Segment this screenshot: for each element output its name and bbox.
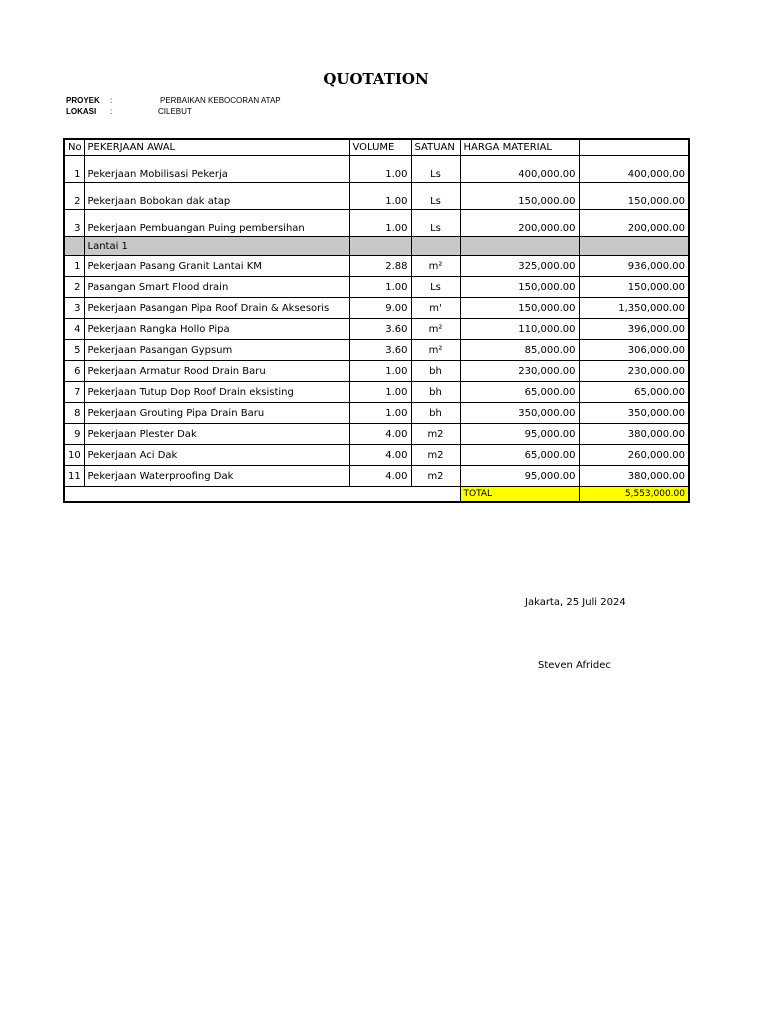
cell-harga: 110,000.00	[460, 319, 579, 340]
cell-no: 8	[64, 403, 84, 424]
lokasi-line	[66, 106, 192, 117]
cell-volume: 1.00	[349, 156, 411, 183]
table-row	[64, 361, 689, 382]
cell-desc: Pekerjaan Pasang Granit Lantai KM	[84, 256, 349, 277]
cell-jumlah: 230,000.00	[579, 361, 689, 382]
cell-harga: 150,000.00	[460, 277, 579, 298]
cell-jumlah: 400,000.00	[579, 156, 689, 183]
table-row	[64, 298, 689, 319]
total-row	[64, 487, 689, 503]
cell-no: 2	[64, 183, 84, 210]
lokasi-value: CILEBUT	[158, 107, 192, 116]
section-empty-cell	[579, 237, 689, 256]
cell-no: 7	[64, 382, 84, 403]
proyek-colon: :	[110, 96, 113, 105]
lokasi-label: LOKASI	[66, 107, 97, 116]
table-row	[64, 256, 689, 277]
place-date: Jakarta, 25 Juli 2024	[525, 597, 626, 608]
cell-satuan: Ls	[411, 183, 460, 210]
cell-jumlah: 306,000.00	[579, 340, 689, 361]
cell-desc: Pekerjaan Grouting Pipa Drain Baru	[84, 403, 349, 424]
cell-satuan: m²	[411, 256, 460, 277]
cell-jumlah: 150,000.00	[579, 277, 689, 298]
section-no-cell	[64, 237, 84, 256]
cell-harga: 325,000.00	[460, 256, 579, 277]
cell-no: 1	[64, 156, 84, 183]
table-row	[64, 382, 689, 403]
table-header-row	[64, 139, 689, 156]
header-no: No	[64, 139, 84, 156]
cell-satuan: m²	[411, 340, 460, 361]
table-row	[64, 156, 689, 183]
cell-desc: Pasangan Smart Flood drain	[84, 277, 349, 298]
header-jumlah	[579, 139, 689, 156]
table-row	[64, 424, 689, 445]
cell-satuan: bh	[411, 361, 460, 382]
cell-jumlah: 65,000.00	[579, 382, 689, 403]
total-spacer-cell	[64, 487, 460, 503]
cell-volume: 9.00	[349, 298, 411, 319]
cell-volume: 3.60	[349, 340, 411, 361]
header-volume: VOLUME	[349, 139, 411, 156]
table-row	[64, 277, 689, 298]
cell-jumlah: 350,000.00	[579, 403, 689, 424]
cell-desc: Pekerjaan Pasangan Pipa Roof Drain & Aksesoris	[84, 298, 349, 319]
cell-desc: Pekerjaan Tutup Dop Roof Drain eksisting	[84, 382, 349, 403]
table-row	[64, 466, 689, 487]
cell-no: 10	[64, 445, 84, 466]
signer-name: Steven Afridec	[538, 660, 611, 671]
cell-jumlah: 260,000.00	[579, 445, 689, 466]
cell-no: 5	[64, 340, 84, 361]
cell-harga: 200,000.00	[460, 210, 579, 237]
quotation-table	[63, 138, 690, 503]
cell-harga: 65,000.00	[460, 445, 579, 466]
cell-no: 2	[64, 277, 84, 298]
cell-no: 9	[64, 424, 84, 445]
cell-harga: 95,000.00	[460, 466, 579, 487]
cell-harga: 230,000.00	[460, 361, 579, 382]
cell-satuan: m2	[411, 424, 460, 445]
cell-jumlah: 936,000.00	[579, 256, 689, 277]
cell-satuan: bh	[411, 382, 460, 403]
cell-volume: 4.00	[349, 445, 411, 466]
cell-jumlah: 380,000.00	[579, 424, 689, 445]
cell-desc: Pekerjaan Pembuangan Puing pembersihan	[84, 210, 349, 237]
table-row	[64, 210, 689, 237]
cell-desc: Pekerjaan Rangka Hollo Pipa	[84, 319, 349, 340]
cell-volume: 1.00	[349, 361, 411, 382]
cell-volume: 1.00	[349, 382, 411, 403]
cell-volume: 4.00	[349, 424, 411, 445]
cell-no: 3	[64, 210, 84, 237]
cell-satuan: Ls	[411, 156, 460, 183]
cell-harga: 150,000.00	[460, 183, 579, 210]
cell-jumlah: 200,000.00	[579, 210, 689, 237]
cell-desc: Pekerjaan Armatur Rood Drain Baru	[84, 361, 349, 382]
header-harga-material: HARGA MATERIAL	[460, 139, 579, 156]
cell-volume: 1.00	[349, 277, 411, 298]
cell-no: 6	[64, 361, 84, 382]
section-empty-cell	[411, 237, 460, 256]
cell-desc: Pekerjaan Waterproofing Dak	[84, 466, 349, 487]
cell-harga: 95,000.00	[460, 424, 579, 445]
table-row	[64, 445, 689, 466]
cell-satuan: m2	[411, 445, 460, 466]
proyek-value: PERBAIKAN KEBOCORAN ATAP	[160, 96, 281, 105]
proyek-line	[66, 95, 281, 106]
cell-harga: 150,000.00	[460, 298, 579, 319]
section-empty-cell	[349, 237, 411, 256]
cell-jumlah: 1,350,000.00	[579, 298, 689, 319]
section-row-lantai-1	[64, 237, 689, 256]
document-title: QUOTATION	[323, 70, 429, 88]
cell-harga: 350,000.00	[460, 403, 579, 424]
cell-harga: 65,000.00	[460, 382, 579, 403]
cell-volume: 2.88	[349, 256, 411, 277]
cell-no: 3	[64, 298, 84, 319]
table-row	[64, 183, 689, 210]
cell-volume: 1.00	[349, 210, 411, 237]
cell-desc: Pekerjaan Plester Dak	[84, 424, 349, 445]
cell-volume: 3.60	[349, 319, 411, 340]
cell-no: 1	[64, 256, 84, 277]
section-empty-cell	[460, 237, 579, 256]
cell-jumlah: 380,000.00	[579, 466, 689, 487]
cell-satuan: Ls	[411, 210, 460, 237]
cell-volume: 1.00	[349, 403, 411, 424]
quotation-table-body	[64, 139, 689, 502]
cell-satuan: m²	[411, 319, 460, 340]
cell-satuan: bh	[411, 403, 460, 424]
table-row	[64, 340, 689, 361]
header-satuan: SATUAN	[411, 139, 460, 156]
cell-harga: 85,000.00	[460, 340, 579, 361]
cell-desc: Pekerjaan Mobilisasi Pekerja	[84, 156, 349, 183]
cell-volume: 4.00	[349, 466, 411, 487]
cell-desc: Pekerjaan Aci Dak	[84, 445, 349, 466]
cell-harga: 400,000.00	[460, 156, 579, 183]
cell-volume: 1.00	[349, 183, 411, 210]
cell-satuan: m2	[411, 466, 460, 487]
cell-jumlah: 150,000.00	[579, 183, 689, 210]
lokasi-colon: :	[110, 107, 113, 116]
cell-desc: Pekerjaan Bobokan dak atap	[84, 183, 349, 210]
cell-satuan: m'	[411, 298, 460, 319]
total-value: 5,553,000.00	[579, 487, 689, 503]
proyek-label: PROYEK	[66, 96, 100, 105]
cell-no: 11	[64, 466, 84, 487]
section-label: Lantai 1	[84, 237, 349, 256]
header-pekerjaan: PEKERJAAN AWAL	[84, 139, 349, 156]
table-row	[64, 319, 689, 340]
cell-satuan: Ls	[411, 277, 460, 298]
cell-desc: Pekerjaan Pasangan Gypsum	[84, 340, 349, 361]
total-label: TOTAL	[460, 487, 579, 503]
cell-no: 4	[64, 319, 84, 340]
table-row	[64, 403, 689, 424]
cell-jumlah: 396,000.00	[579, 319, 689, 340]
